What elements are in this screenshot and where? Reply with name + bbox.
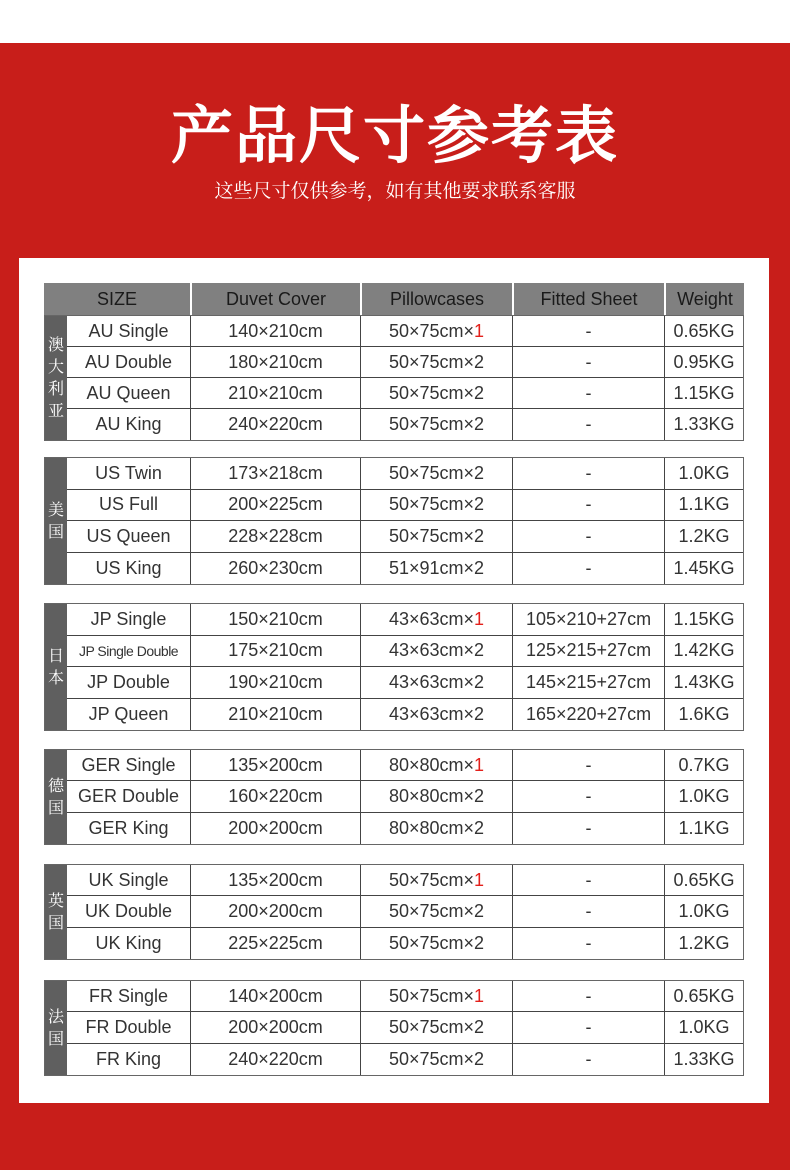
duvet-cover-cell: 140×200cm [191, 981, 361, 1011]
pillowcase-size: 51×91cm× [388, 557, 475, 578]
size-cell: AU Queen [67, 378, 191, 408]
size-cell: JP Single Double [67, 636, 191, 667]
pillowcase-size: 50×75cm× [388, 985, 475, 1006]
table-header [44, 283, 744, 315]
fitted-sheet-cell: - [513, 813, 665, 844]
size-cell: AU Single [67, 316, 191, 346]
duvet-cover-cell: 200×225cm [191, 490, 361, 521]
pillowcases-cell [361, 409, 513, 440]
page-title: 产品尺寸参考表 [170, 99, 619, 172]
pillowcase-count: 1 [474, 754, 485, 775]
pillowcase-count: 1 [474, 985, 485, 1006]
fitted-sheet-cell: - [513, 1044, 665, 1075]
pillowcases-cell [361, 750, 513, 780]
region-rows [67, 458, 743, 584]
weight-cell: 0.65KG [673, 985, 735, 1006]
duvet-cover-cell: 240×220cm [191, 409, 361, 440]
table-row [67, 1044, 743, 1075]
table-row [67, 490, 743, 522]
region-rows [67, 604, 743, 730]
weight-cell: 1.15KG [673, 608, 735, 629]
table-row [67, 1012, 743, 1043]
pillowcases-cell [361, 521, 513, 552]
pillowcase-count: 2 [474, 1017, 485, 1038]
pillowcase-size: 50×75cm× [388, 1017, 475, 1038]
page-subtitle: 这些尺寸仅供参考，如有其他要求联系客服 [214, 180, 576, 202]
pillowcase-count: 2 [474, 817, 485, 838]
pillowcase-count: 2 [474, 462, 485, 483]
duvet-cover-cell: 228×228cm [191, 521, 361, 552]
duvet-cover-cell: 200×200cm [191, 1012, 361, 1042]
size-cell: US King [67, 553, 191, 584]
duvet-cover-cell: 190×210cm [191, 667, 361, 698]
duvet-cover-cell: 135×200cm [191, 750, 361, 780]
region-label: 法国 [45, 981, 67, 1075]
col-header-weight: Weight [666, 283, 744, 315]
pillowcase-size: 50×75cm× [388, 869, 475, 890]
fitted-sheet-cell: - [513, 378, 665, 408]
col-header-size: SIZE [44, 283, 192, 315]
weight-cell: 1.42KG [673, 640, 735, 661]
pillowcases-cell [361, 347, 513, 377]
size-cell: FR King [67, 1044, 191, 1075]
pillowcase-size: 50×75cm× [388, 932, 475, 953]
pillowcase-count: 2 [474, 786, 485, 807]
pillowcases-cell [361, 981, 513, 1011]
pillowcase-size: 50×75cm× [388, 382, 475, 403]
fitted-sheet-cell: - [513, 781, 665, 811]
weight-cell: 1.0KG [678, 901, 730, 922]
duvet-cover-cell: 175×210cm [191, 636, 361, 667]
pillowcases-cell [361, 699, 513, 730]
weight-cell: 1.6KG [678, 703, 730, 724]
weight-cell: 1.33KG [673, 1048, 735, 1069]
fitted-sheet-cell: - [513, 316, 665, 346]
region-label: 日本 [45, 604, 67, 730]
weight-cell: 0.65KG [673, 869, 735, 890]
duvet-cover-cell: 240×220cm [191, 1044, 361, 1075]
size-cell: GER Double [67, 781, 191, 811]
region-section [44, 980, 744, 1076]
region-section [44, 864, 744, 960]
weight-cell: 1.0KG [678, 786, 730, 807]
weight-cell: 1.43KG [673, 671, 735, 692]
fitted-sheet-cell: 105×210+27cm [513, 604, 665, 635]
size-cell: FR Single [67, 981, 191, 1011]
region-label: 澳大利亚 [45, 316, 67, 440]
pillowcase-size: 43×63cm× [388, 671, 475, 692]
pillowcase-size: 43×63cm× [388, 703, 475, 724]
pillowcases-cell [361, 667, 513, 698]
pillowcase-count: 2 [474, 413, 485, 434]
pillowcase-size: 50×75cm× [388, 1048, 475, 1069]
table-row [67, 667, 743, 699]
pillowcase-size: 50×75cm× [388, 351, 475, 372]
table-row [67, 813, 743, 844]
fitted-sheet-cell: 145×215+27cm [513, 667, 665, 698]
pillowcase-count: 2 [474, 932, 485, 953]
pillowcases-cell [361, 316, 513, 346]
table-row [67, 553, 743, 584]
fitted-sheet-cell: - [513, 865, 665, 895]
pillowcase-count: 2 [474, 901, 485, 922]
size-cell: UK Double [67, 896, 191, 926]
fitted-sheet-cell: 125×215+27cm [513, 636, 665, 667]
duvet-cover-cell: 225×225cm [191, 928, 361, 959]
pillowcase-size: 80×80cm× [388, 786, 475, 807]
region-rows [67, 865, 743, 959]
size-cell: US Queen [67, 521, 191, 552]
region-section [44, 603, 744, 731]
table-row [67, 378, 743, 409]
weight-cell: 1.2KG [678, 932, 730, 953]
size-cell: JP Queen [67, 699, 191, 730]
size-cell: AU King [67, 409, 191, 440]
weight-cell: 0.95KG [673, 351, 735, 372]
duvet-cover-cell: 210×210cm [191, 378, 361, 408]
fitted-sheet-cell: - [513, 347, 665, 377]
col-header-fitted-sheet: Fitted Sheet [514, 283, 666, 315]
pillowcase-count: 2 [474, 557, 485, 578]
pillowcase-count: 2 [474, 382, 485, 403]
size-cell: AU Double [67, 347, 191, 377]
duvet-cover-cell: 200×200cm [191, 896, 361, 926]
pillowcase-count: 2 [474, 671, 485, 692]
region-rows [67, 981, 743, 1075]
weight-cell: 0.7KG [678, 754, 730, 775]
fitted-sheet-cell: - [513, 521, 665, 552]
region-section [44, 749, 744, 845]
duvet-cover-cell: 135×200cm [191, 865, 361, 895]
weight-cell: 1.1KG [678, 817, 730, 838]
table-row [67, 699, 743, 730]
fitted-sheet-cell: - [513, 928, 665, 959]
duvet-cover-cell: 180×210cm [191, 347, 361, 377]
table-row [67, 896, 743, 927]
duvet-cover-cell: 160×220cm [191, 781, 361, 811]
pillowcases-cell [361, 813, 513, 844]
pillowcase-size: 50×75cm× [388, 525, 475, 546]
pillowcases-cell [361, 553, 513, 584]
weight-cell: 1.15KG [673, 382, 735, 403]
pillowcase-size: 80×80cm× [388, 754, 475, 775]
region-section [44, 315, 744, 441]
duvet-cover-cell: 150×210cm [191, 604, 361, 635]
pillowcases-cell [361, 1012, 513, 1042]
table-row [67, 981, 743, 1012]
fitted-sheet-cell: - [513, 981, 665, 1011]
table-row [67, 521, 743, 553]
table-row [67, 409, 743, 440]
table-row [67, 781, 743, 812]
col-header-pillowcases: Pillowcases [362, 283, 514, 315]
pillowcase-count: 2 [474, 703, 485, 724]
size-cell: US Full [67, 490, 191, 521]
col-header-duvet-cover: Duvet Cover [192, 283, 362, 315]
region-rows [67, 316, 743, 440]
pillowcase-count: 1 [474, 869, 485, 890]
table-row [67, 750, 743, 781]
pillowcases-cell [361, 490, 513, 521]
fitted-sheet-cell: - [513, 750, 665, 780]
size-cell: UK Single [67, 865, 191, 895]
weight-cell: 1.0KG [678, 1017, 730, 1038]
fitted-sheet-cell: - [513, 553, 665, 584]
table-row [67, 928, 743, 959]
pillowcases-cell [361, 896, 513, 926]
table-row [67, 636, 743, 668]
fitted-sheet-cell: - [513, 490, 665, 521]
fitted-sheet-cell: - [513, 409, 665, 440]
pillowcases-cell [361, 781, 513, 811]
table-row [67, 316, 743, 347]
pillowcases-cell [361, 928, 513, 959]
pillowcases-cell [361, 865, 513, 895]
region-section [44, 457, 744, 585]
pillowcase-count: 2 [474, 494, 485, 515]
pillowcase-size: 50×75cm× [388, 462, 475, 483]
pillowcase-size: 50×75cm× [388, 320, 475, 341]
weight-cell: 1.45KG [673, 557, 735, 578]
fitted-sheet-cell: - [513, 1012, 665, 1042]
pillowcases-cell [361, 1044, 513, 1075]
table-row [67, 347, 743, 378]
size-cell: JP Single [67, 604, 191, 635]
region-rows [67, 750, 743, 844]
pillowcase-count: 2 [474, 640, 485, 661]
pillowcase-count: 1 [474, 320, 485, 341]
pillowcase-size: 43×63cm× [388, 608, 475, 629]
region-label: 德国 [45, 750, 67, 844]
table-row [67, 458, 743, 490]
table-row [67, 865, 743, 896]
pillowcase-size: 80×80cm× [388, 817, 475, 838]
duvet-cover-cell: 200×200cm [191, 813, 361, 844]
pillowcase-size: 43×63cm× [388, 640, 475, 661]
size-cell: FR Double [67, 1012, 191, 1042]
weight-cell: 1.1KG [678, 494, 730, 515]
duvet-cover-cell: 173×218cm [191, 458, 361, 489]
weight-cell: 0.65KG [673, 320, 735, 341]
weight-cell: 1.2KG [678, 525, 730, 546]
pillowcase-size: 50×75cm× [388, 494, 475, 515]
pillowcase-count: 2 [474, 525, 485, 546]
pillowcase-count: 2 [474, 1048, 485, 1069]
duvet-cover-cell: 260×230cm [191, 553, 361, 584]
pillowcase-count: 2 [474, 351, 485, 372]
fitted-sheet-cell: 165×220+27cm [513, 699, 665, 730]
duvet-cover-cell: 210×210cm [191, 699, 361, 730]
pillowcases-cell [361, 458, 513, 489]
size-cell: US Twin [67, 458, 191, 489]
table-row [67, 604, 743, 636]
weight-cell: 1.0KG [678, 462, 730, 483]
size-cell: GER Single [67, 750, 191, 780]
pillowcase-count: 1 [474, 608, 485, 629]
size-cell: JP Double [67, 667, 191, 698]
region-label: 英国 [45, 865, 67, 959]
fitted-sheet-cell: - [513, 458, 665, 489]
size-cell: GER King [67, 813, 191, 844]
region-label: 美国 [45, 458, 67, 584]
fitted-sheet-cell: - [513, 896, 665, 926]
pillowcase-size: 50×75cm× [388, 413, 475, 434]
pillowcases-cell [361, 636, 513, 667]
pillowcase-size: 50×75cm× [388, 901, 475, 922]
weight-cell: 1.33KG [673, 413, 735, 434]
duvet-cover-cell: 140×210cm [191, 316, 361, 346]
size-cell: UK King [67, 928, 191, 959]
pillowcases-cell [361, 378, 513, 408]
pillowcases-cell [361, 604, 513, 635]
